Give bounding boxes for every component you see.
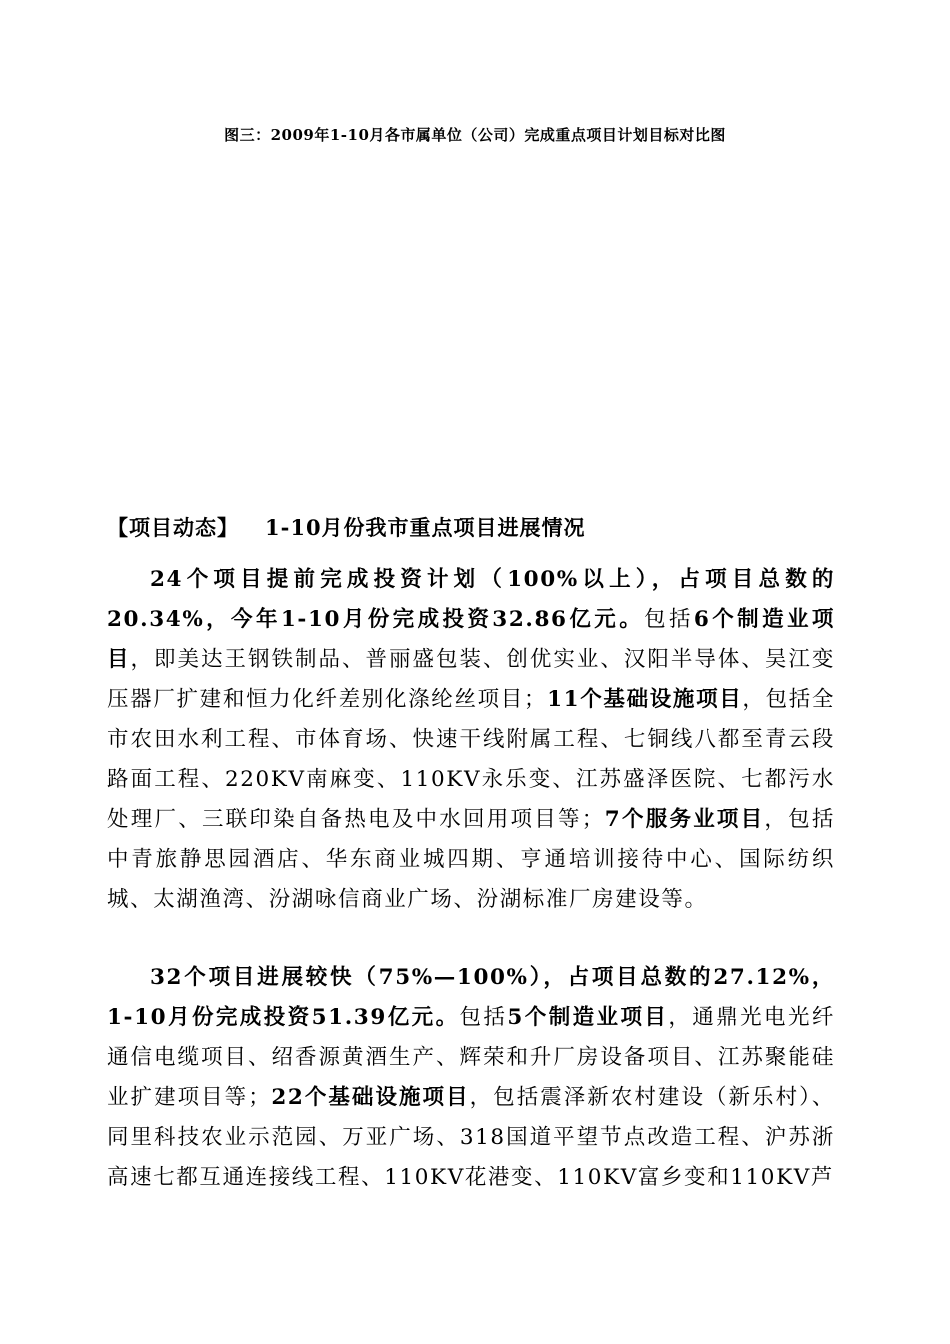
- paragraph-run: 22个基础设施项目: [271, 1085, 470, 1110]
- chart-placeholder: [100, 160, 850, 480]
- paragraph-2: [107, 958, 835, 1198]
- section-title: 1-10月份我市重点项目进展情况: [265, 515, 586, 540]
- paragraph-run: 7个服务业项目: [604, 807, 765, 832]
- paragraph-run: ，包括震泽新农村建设（新乐村）、同里科技农业示范园、万亚广场、318国道平望节点改造工程、沪苏浙高速七都互通连接线工程、110KV花港变、110KV富乡变和110KV芦: [107, 1085, 835, 1190]
- paragraph-run: 32个项目进展较快（75%—100%），占项目总数的27.12%，1-10月份完成投资51.39亿元。: [107, 965, 835, 1030]
- paragraph-run: ，包括全市农田水利工程、市体育场、快速干线附属工程、七铜线八都至青云段路面工程、220KV南麻变、110KV永乐变、江苏盛泽医院、七都污水处理厂、三联印染自备热电及中水回用项目等；: [107, 687, 835, 832]
- paragraph-run: ，包括中青旅静思园酒店、华东商业城四期、亨通培训接待中心、国际纺织城、太湖渔湾、汾湖咏信商业广场、汾湖标准厂房建设等。: [107, 807, 835, 912]
- paragraph-run: 包括: [644, 607, 694, 632]
- paragraph-run: 6个制造业项目: [107, 607, 835, 672]
- paragraph-run: ，通鼎光电光纤通信电缆项目、绍香源黄酒生产、辉荣和升厂房设备项目、江苏聚能硅业扩建项目等；: [107, 1005, 836, 1110]
- figure-caption: 图三：2009年1-10月各市属单位（公司）完成重点项目计划目标对比图: [224, 126, 726, 144]
- paragraph-run: 11个基础设施项目: [547, 687, 743, 712]
- paragraph-run: 包括: [459, 1005, 508, 1030]
- section-heading: [107, 512, 586, 542]
- section-tag: 【项目动态】: [107, 515, 239, 540]
- paragraph-run: 24个项目提前完成投资计划（100%以上），占项目总数的20.34%，今年1-10月份完成投资32.86亿元。: [107, 567, 835, 632]
- paragraph-1: [107, 560, 835, 920]
- paragraph-run: ，即美达王钢铁制品、普丽盛包装、创优实业、汉阳半导体、吴江变压器厂扩建和恒力化纤差别化涤纶丝项目；: [107, 647, 835, 712]
- paragraph-run: 5个制造业项目: [507, 1005, 669, 1030]
